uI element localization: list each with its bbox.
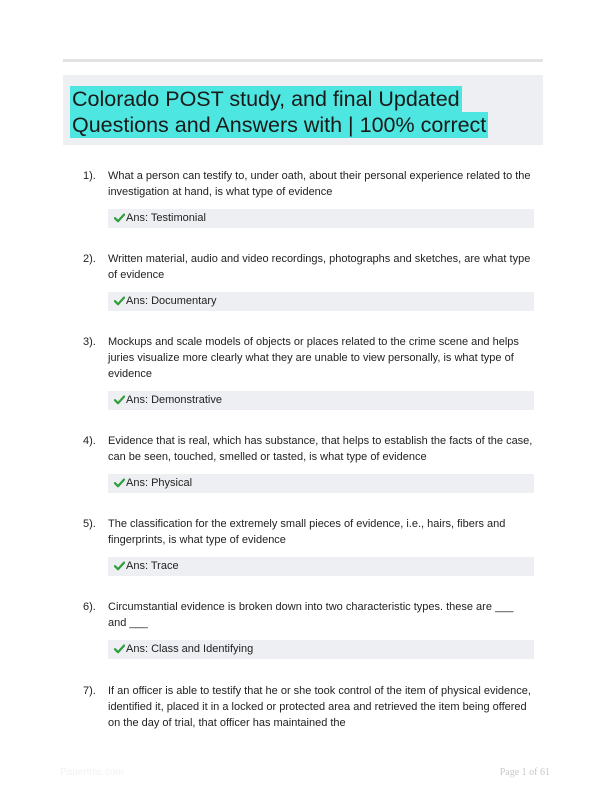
question-text: Circumstantial evidence is broken down into two characteristic types. these are ___ and ___ — [108, 601, 514, 629]
answer-box — [108, 292, 534, 311]
question-text: Evidence that is real, which has substance, that helps to establish the facts of the case, can be seen, touched, smelled or tasted, is what type of evidence — [108, 435, 533, 463]
question-text: Written material, audio and video recordings, photographs and sketches, are what type of evidence — [108, 253, 531, 281]
page-title — [70, 86, 510, 138]
question-number: 2). — [83, 253, 96, 265]
title-highlight: Colorado POST study, and final Updated Questions and Answers with | 100% correct — [72, 87, 487, 137]
question-number: 3). — [83, 336, 96, 348]
check-icon — [114, 209, 126, 228]
answer-box — [108, 640, 534, 659]
answer-text: Ans: Demonstrative — [126, 394, 222, 406]
check-icon — [114, 640, 126, 659]
answer-text: Ans: Trace — [126, 560, 179, 572]
answer-box — [108, 557, 534, 576]
check-icon — [114, 474, 126, 493]
answer-box — [108, 391, 534, 410]
answer-text: Ans: Documentary — [126, 295, 217, 307]
question-text: What a person can testify to, under oath, about their personal experience related to the investigation at hand, is what type of evidence — [108, 170, 531, 198]
answer-text: Ans: Class and Identifying — [126, 643, 254, 655]
check-icon — [114, 557, 126, 576]
check-icon — [114, 391, 126, 410]
footer-watermark: Papertttic.com — [60, 767, 124, 778]
page-indicator: Page 1 of 61 — [499, 767, 550, 778]
question-text: The classification for the extremely small pieces of evidence, i.e., hairs, fibers and fingerprints, is what type of evidence — [108, 518, 506, 546]
answer-box — [108, 209, 534, 228]
answer-box — [108, 474, 534, 493]
question-number: 4). — [83, 435, 96, 447]
question-number: 6). — [83, 601, 96, 613]
answer-text: Ans: Physical — [126, 477, 193, 489]
top-divider — [63, 59, 543, 62]
question-number: 5). — [83, 518, 96, 530]
question-number: 1). — [83, 170, 96, 182]
question-number: 7). — [83, 685, 96, 697]
question-text: If an officer is able to testify that he or she took control of the item of physical evidence, identified it, placed it in a locked or protected area and retrieved the item being offered on the day of trial, that officer has maintained the — [108, 685, 531, 729]
answer-text: Ans: Testimonial — [126, 212, 206, 224]
question-text: Mockups and scale models of objects or places related to the crime scene and helps juries visualize more clearly what they are unable to view personally, is what type of evidence — [108, 336, 519, 380]
check-icon — [114, 292, 126, 311]
